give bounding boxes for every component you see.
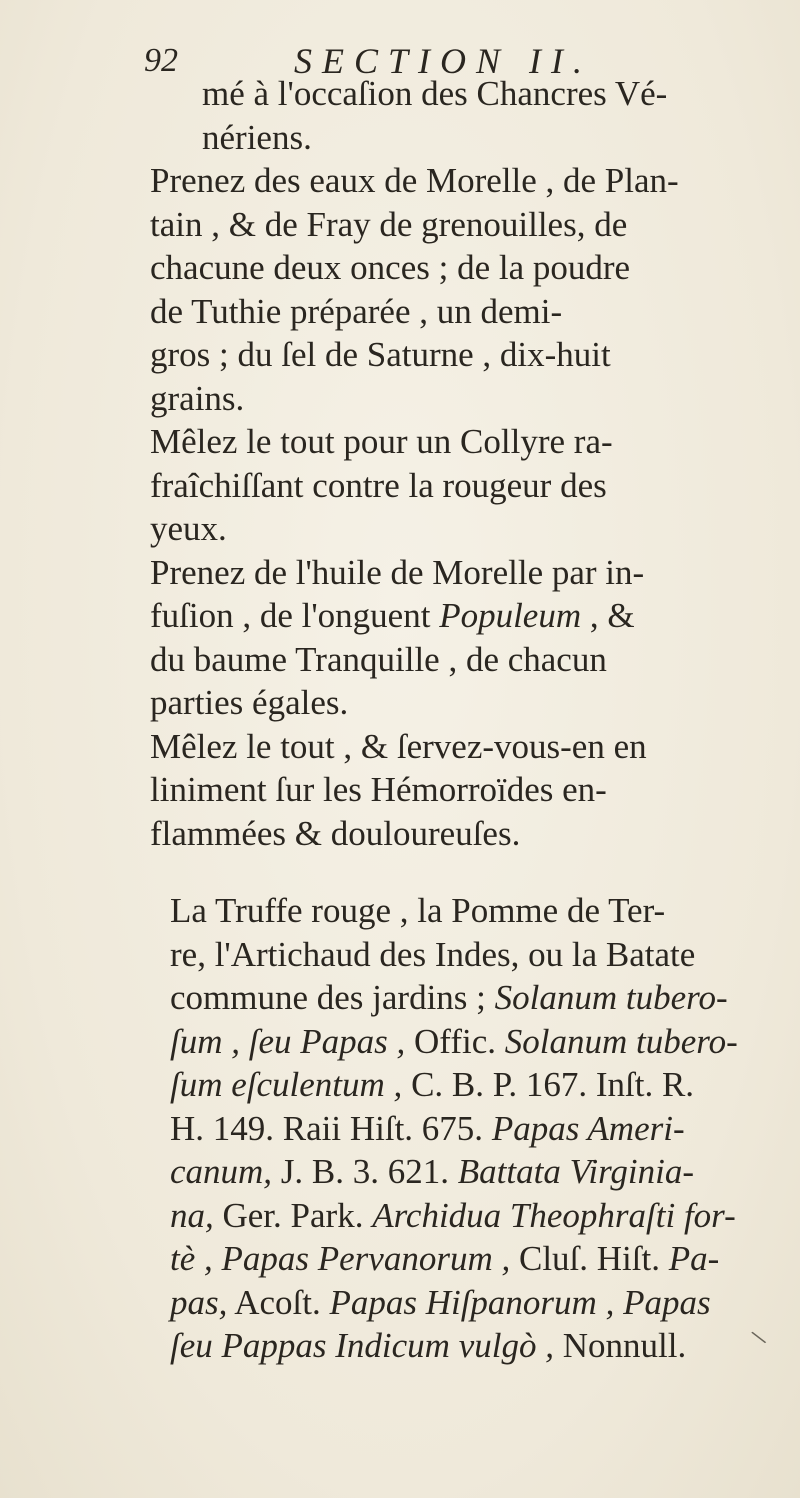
text-line: parties égales. [150, 683, 349, 722]
latin-term: Archidua Theophraſti for- [372, 1195, 736, 1235]
latin-term: ſeu Pappas Indicum vulgò , [170, 1326, 554, 1365]
text-run: H. 149. Raii Hiſt. 675. [170, 1108, 492, 1148]
text-run: commune des jardins ; [170, 978, 495, 1017]
continuation-paragraph [150, 72, 775, 159]
latin-term: Papas Hiſpanorum , Papas [329, 1282, 711, 1322]
text-line: Prenez des eaux de Morelle , de Plan- [150, 161, 679, 200]
text-run: Acoſt. [227, 1282, 330, 1322]
text-line [130, 1237, 775, 1281]
latin-term: pas, [170, 1282, 228, 1322]
latin-term: Populeum [439, 596, 582, 635]
latin-term: canum, [170, 1152, 273, 1191]
latin-term: ſum eſculentum , [170, 1065, 403, 1104]
text-line: re, l'Artichaud des Indes, ou la Batate [170, 934, 696, 974]
page-text [150, 72, 775, 1368]
text-line: de Tuthie préparée , un demi- [150, 291, 563, 331]
instruction-paragraph [150, 420, 775, 551]
text-line: yeux. [150, 509, 227, 548]
text-line [130, 976, 775, 1020]
latin-term: Solanum tubero- [504, 1021, 738, 1061]
text-line: chacune deux onces ; de la poudre [150, 248, 631, 287]
text-line: tain , & de Fray de grenouilles, de [150, 204, 628, 244]
text-run: , & [581, 596, 635, 635]
latin-term: na, [170, 1195, 214, 1235]
text-line [130, 1324, 775, 1368]
text-line: La Truffe rouge , la Pomme de Ter- [170, 891, 666, 930]
text-line: flammées & douloureuſes. [150, 813, 521, 853]
latin-term: Solanum tubero- [494, 978, 728, 1017]
text-line: mé à l'occaſion des Chancres Vé- [202, 74, 668, 113]
paragraph-gap [150, 855, 775, 889]
text-line: Prenez de l'huile de Morelle par in- [150, 552, 645, 592]
text-line [130, 1150, 775, 1194]
text-line: Mêlez le tout pour un Collyre ra- [150, 422, 613, 461]
instruction-paragraph [150, 725, 775, 856]
text-run: Ger. Park. [213, 1195, 373, 1235]
recipe-paragraph [150, 159, 775, 420]
text-line: gros ; du ſel de Saturne , dix-huit [150, 335, 611, 374]
text-run: fuſion , de l'onguent [150, 596, 440, 635]
text-line [130, 1063, 775, 1107]
text-run: J. B. 3. 621. [272, 1152, 458, 1191]
text-line [130, 1194, 775, 1238]
text-line: nériens. [202, 117, 312, 157]
latin-term: Battata Virginia- [457, 1152, 695, 1191]
text-line: du baume Tranquille , de chacun [150, 639, 607, 679]
text-line [130, 1020, 775, 1064]
text-line: Mêlez le tout , & ſervez-vous-en en [150, 726, 647, 766]
page-number: 92 [144, 42, 178, 79]
section-title: SECTION II. [294, 41, 592, 81]
text-line [130, 1281, 775, 1325]
text-run: Nonnull. [553, 1326, 687, 1365]
text-run: Cluſ. Hiſt. [510, 1239, 669, 1278]
latin-term: ſum , ſeu Papas , [170, 1021, 406, 1061]
text-run: C. B. P. 167. Inſt. R. [402, 1065, 695, 1104]
text-line: liniment ſur les Hémorroïdes en- [150, 770, 607, 809]
text-line: fraîchiſſant contre la rougeur des [150, 465, 607, 505]
botanical-entry [130, 889, 775, 1368]
text-line [130, 1107, 775, 1151]
latin-term: tè , Papas Pervanorum , [170, 1239, 511, 1278]
latin-term: Pa- [668, 1239, 720, 1278]
text-line: grains. [150, 378, 245, 418]
paper-speck: \ [748, 1325, 769, 1349]
text-run: Offic. [405, 1021, 505, 1061]
latin-term: Papas Ameri- [491, 1108, 685, 1148]
recipe-paragraph [150, 551, 775, 725]
text-line [150, 594, 775, 638]
